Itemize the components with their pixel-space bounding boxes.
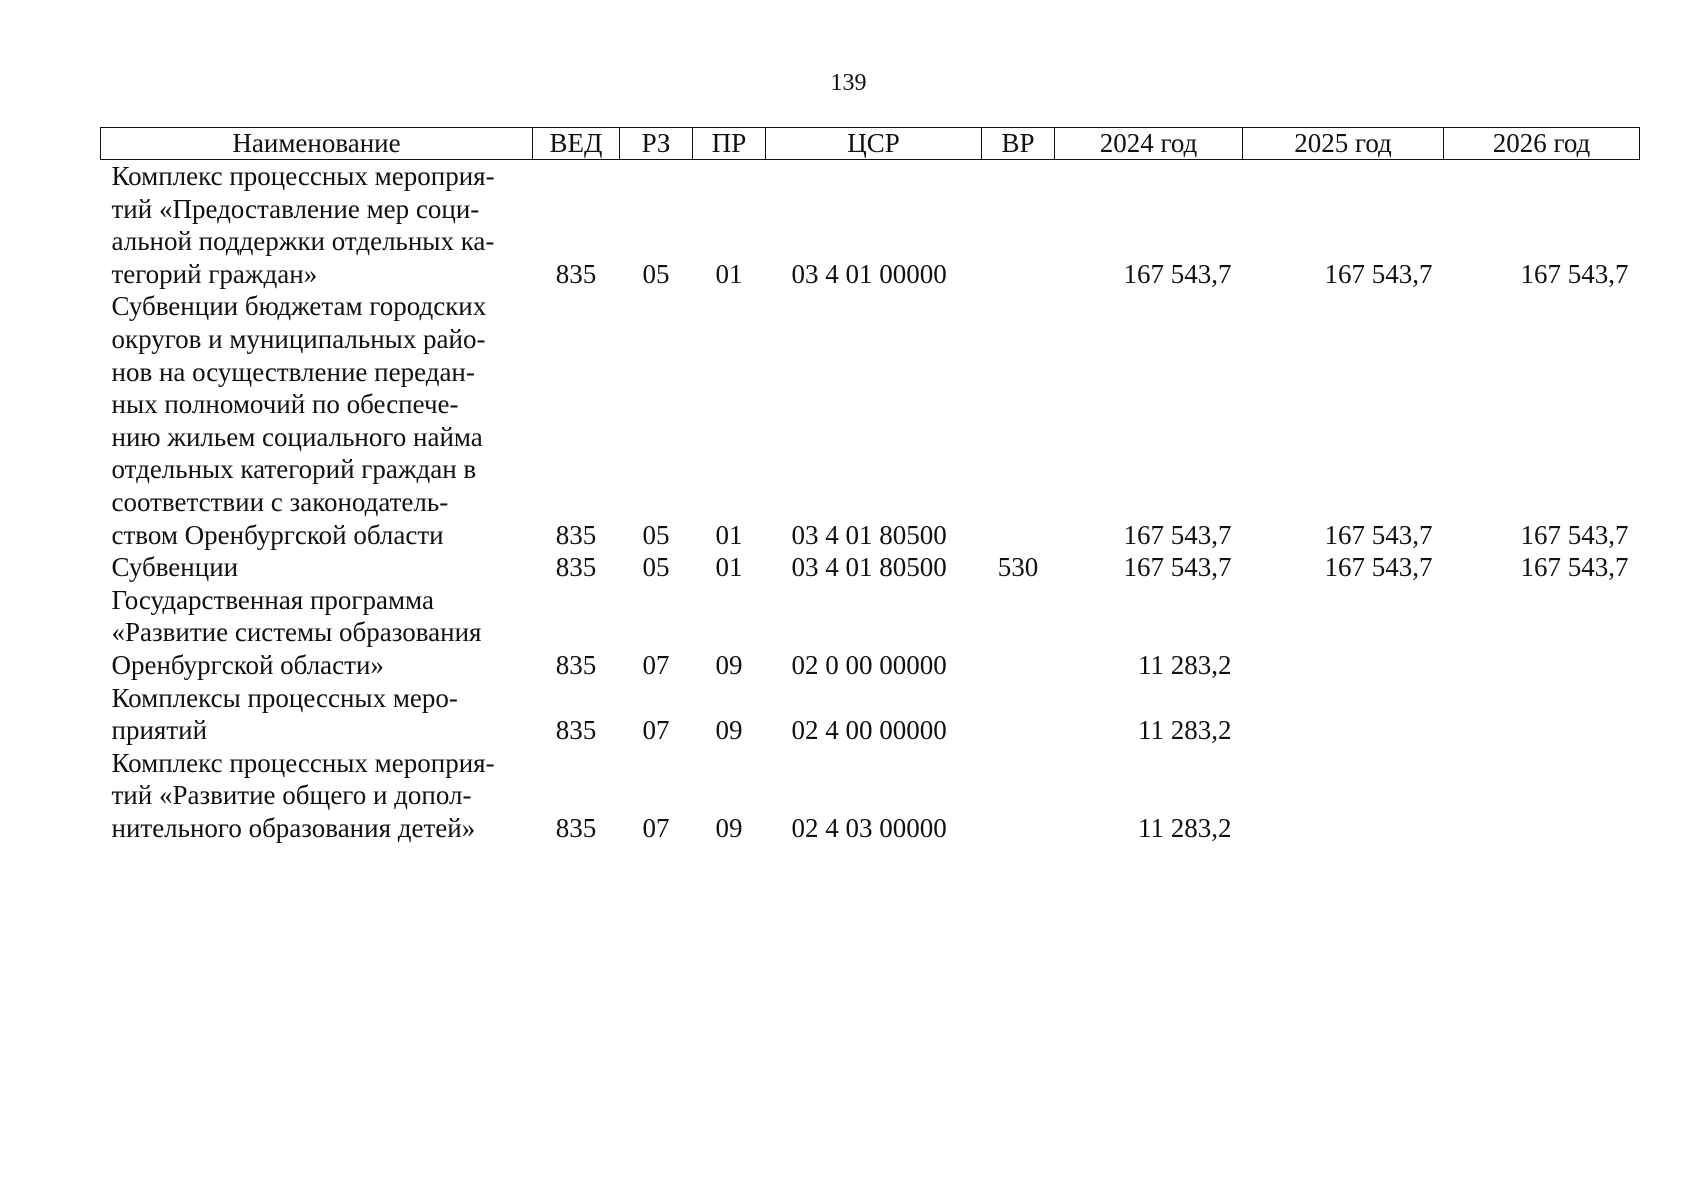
pr-cell: 01 [715,519,743,550]
amount-2026-cell: 167 543,7 [1520,552,1629,583]
vr-cell [982,584,1055,682]
amount-2025-cell [1243,584,1444,682]
column-header-rz: РЗ [620,128,693,160]
rz-cell: 05 [642,519,670,550]
row-name-line: Комплексы процессных меро- [111,682,458,713]
row-name-line: приятий [111,715,208,746]
row-name-line: Оренбургской области» [111,649,384,680]
rz-cell: 07 [642,649,670,680]
amount-2024-cell: 11 283,2 [1138,812,1232,843]
row-name-cell [101,682,533,747]
rz-cell: 07 [642,715,670,746]
row-name-cell [101,290,533,551]
table-row [101,290,1640,551]
amount-2026-cell [1444,682,1640,747]
row-name-line: Комплекс процессных мероприя- [111,161,495,191]
amount-2025-cell [1243,682,1444,747]
column-header-ved: ВЕД [533,128,620,160]
pr-cell: 09 [715,812,743,843]
rz-cell: 07 [642,812,670,843]
ved-cell: 835 [555,519,597,550]
amount-2025-cell [1243,747,1444,845]
row-name-line: нию жильем социального найма [111,421,483,452]
column-header-2026: 2026 год [1444,128,1640,160]
amount-2026-cell [1444,747,1640,845]
table-row [101,682,1640,747]
column-header-2024: 2024 год [1055,128,1243,160]
row-name-line: Субвенции бюджетам городских [111,291,487,322]
amount-2024-cell: 11 283,2 [1138,649,1232,680]
amount-2025-cell: 167 543,7 [1324,258,1433,289]
csr-cell: 02 0 00 00000 [791,649,947,680]
row-name-line: тий «Развитие общего и допол- [111,780,472,811]
rz-cell: 05 [642,552,670,583]
row-name-cell [101,160,533,291]
row-name-line: тегорий граждан» [111,258,318,289]
ved-cell: 835 [555,649,597,680]
table-row [101,551,1640,584]
row-name-line: Комплекс процессных мероприя- [111,747,495,778]
amount-2024-cell: 167 543,7 [1123,552,1232,583]
vr-cell: 530 [997,552,1039,583]
row-name-cell [101,551,533,584]
csr-cell: 02 4 00 00000 [791,715,947,746]
row-name-line: Государственная программа [111,584,434,615]
ved-cell: 835 [555,715,597,746]
row-name-line: «Развитие системы образования [111,617,482,648]
table-header-row [101,128,1640,160]
csr-cell: 03 4 01 00000 [791,258,947,289]
row-name-line: альной поддержки отдельных ка- [111,226,495,257]
pr-cell: 09 [715,649,743,680]
row-name-line: ством Оренбургской области [111,519,444,550]
csr-cell: 03 4 01 80500 [791,552,947,583]
budget-table [100,127,1640,844]
row-name-line: Субвенции [111,552,239,583]
rz-cell: 05 [642,258,670,289]
table-row [101,747,1640,845]
amount-2024-cell: 167 543,7 [1123,519,1232,550]
column-header-vr: ВР [982,128,1055,160]
row-name-cell [101,747,533,845]
row-name-cell [101,584,533,682]
row-name-line: нительного образования детей» [111,812,476,843]
amount-2026-cell: 167 543,7 [1520,519,1629,550]
ved-cell: 835 [555,258,597,289]
vr-cell [982,747,1055,845]
row-name-line: соответствии с законодатель- [111,486,449,517]
amount-2024-cell: 11 283,2 [1138,715,1232,746]
page-number: 139 [830,70,867,96]
vr-cell [982,160,1055,291]
table-row [101,584,1640,682]
amount-2025-cell: 167 543,7 [1324,519,1433,550]
row-name-line: нов на осуществление передан- [111,356,475,387]
column-header-csr: ЦСР [766,128,982,160]
row-name-line: округов и муниципальных райо- [111,323,486,354]
vr-cell [982,682,1055,747]
column-header-pr: ПР [693,128,766,160]
csr-cell: 03 4 01 80500 [791,519,947,550]
amount-2024-cell: 167 543,7 [1123,258,1232,289]
amount-2025-cell: 167 543,7 [1324,552,1433,583]
column-header-name: Наименование [101,128,533,160]
ved-cell: 835 [555,552,597,583]
amount-2026-cell: 167 543,7 [1520,258,1629,289]
pr-cell: 01 [715,258,743,289]
pr-cell: 09 [715,715,743,746]
row-name-line: тий «Предоставление мер соци- [111,193,480,224]
table-row [101,160,1640,291]
column-header-2025: 2025 год [1243,128,1444,160]
row-name-line: ных полномочий по обеспече- [111,389,459,420]
amount-2026-cell [1444,584,1640,682]
csr-cell: 02 4 03 00000 [791,812,947,843]
pr-cell: 01 [715,552,743,583]
row-name-line: отдельных категорий граждан в [111,454,477,485]
ved-cell: 835 [555,812,597,843]
vr-cell [982,290,1055,551]
